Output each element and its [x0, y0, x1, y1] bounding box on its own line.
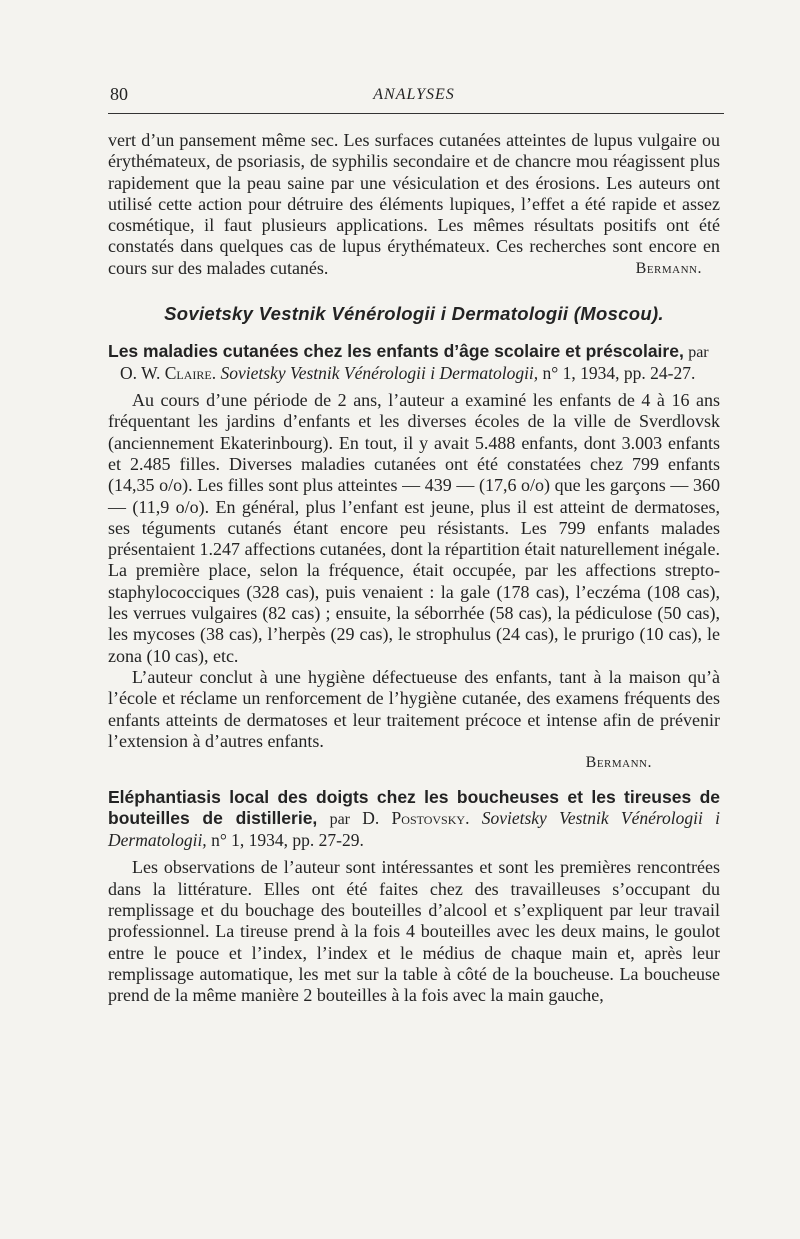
page-number: 80 [110, 84, 128, 104]
article-citation [108, 363, 720, 384]
page-body [108, 130, 720, 1007]
article-by: par [329, 811, 350, 829]
article-title-block [108, 341, 720, 384]
article-paragraph: Les observations de l’auteur sont intéressantes et sont les premières rencontrées dans la littérature. Elles ont été faites chez des travailleuses s’occupant du remplissage et du bouchage des bouteilles d’alcool et s’expliquent par leur travail professionnel. La tireuse prend à la fois 4 bouteilles avec les deux mains, le goulot entre le pouce et l’index, l’index et le médius de chaque main et, après leur remplissage automatique, les met sur la table à côté de la boucheuse. La boucheuse prend de la même manière 2 bouteilles à la fois avec la main gauche, [108, 857, 720, 1006]
article-author: O. W. Claire. [120, 363, 217, 384]
section-title: Sovietsky Vestnik Vénérologii i Dermatologii (Moscou). [164, 303, 664, 325]
running-title: ANALYSES [373, 86, 455, 103]
page [108, 80, 721, 1006]
signature: Bermann. [585, 754, 652, 772]
article-title-block [108, 787, 720, 851]
continued-paragraph-text: vert d’un pansement même sec. Les surfaces cutanées atteintes de lupus vulgaire ou érythémateux, de psoriasis, de syphilis secondaire et de chancre mou réagissent plus rapidement que la peau saine par une vésiculation et des érosions. Les auteurs ont utilisé cette action pour détruire des éléments lupiques, l’effet a été rapide et assez cosmétique, il faut plusieurs applications. Les mêmes résultats positifs ont été constatés dans quelques cas de lupus érythémateux. Ces recherches sont encore en cours sur des malades cutanés. [108, 130, 720, 278]
continued-paragraph [108, 130, 720, 279]
article-author: D. Postovsky. [362, 808, 470, 829]
article-paragraph: L’auteur conclut à une hygiène défectueuse des enfants, tant à la maison qu’à l’école et réclame un renforcement de l’hygiène cutanée, des examens fréquents des enfants atteints de dermatoses et leur traitement précoce et intense afin de prévenir l’extension à d’autres enfants. [108, 666, 720, 751]
page-header [108, 80, 720, 110]
signature: Bermann. [635, 259, 702, 277]
article-paragraph: Au cours d’une période de 2 ans, l’auteur a examiné les enfants de 4 à 16 ans fréquentant les jardins d’enfants et les diverses écoles de la ville de Sverdlovsk (anciennement Ekaterinbourg). En tout, il y avait 5.488 enfants, dont 3.003 enfants et 2.485 filles. Diverses maladies cutanées ont été constatées chez 799 enfants (14,35 o/o). Les filles sont plus atteintes — 439 — (17,6 o/o) que les garçons — 360 — (11,9 o/o). En général, plus l’enfant est jeune, plus il est atteint de dermatoses, ses téguments cutanés étant encore peu résistants. Les 799 enfants malades présentaient 1.247 affections cutanées, dont la répartition était naturellement inégale. La première place, selon la fréquence, était occupée, par les affections strepto-staphylococciques (328 cas), puis venaient : la gale (178 cas), l’eczéma (108 cas), les verrues vulgaires (82 cas) ; ensuite, la séborrhée (58 cas), la pédiculose (50 cas), les mycoses (38 cas), l’herpès (29 cas), le strophulus (24 cas), le prurigo (10 cas), le zona (10 cas), etc. [108, 390, 720, 666]
journal-name: Sovietsky Vestnik Vénérologii i Dermatologii, [220, 363, 539, 384]
article-by: par [688, 344, 709, 362]
article-title: Eléphantiasis local des doigts chez les boucheuses et les tireuses de bouteilles de distillerie, [108, 787, 720, 829]
article-title: Les maladies cutanées chez les enfants d’âge scolaire et préscolaire, [108, 341, 684, 362]
article-reference: n° 1, 1934, pp. 27-29. [211, 830, 364, 851]
header-rule [108, 113, 724, 114]
journal-name: Sovietsky Vestnik Vénérologii i Dermatologii, [108, 808, 721, 851]
article-reference: n° 1, 1934, pp. 24-27. [542, 363, 696, 384]
